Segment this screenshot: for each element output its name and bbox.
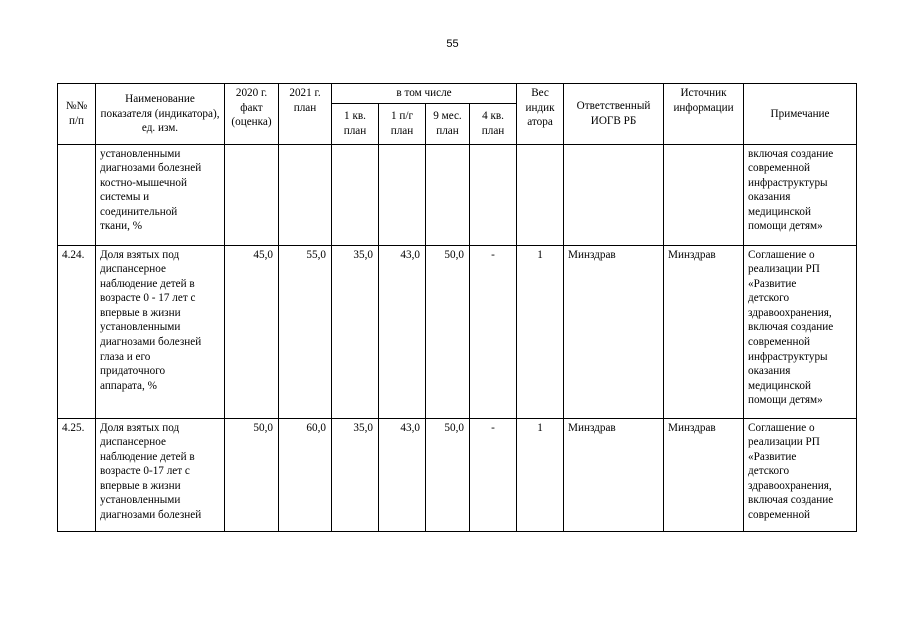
row-no: 4.25.: [58, 418, 96, 531]
row-note: Соглашение о реализации РП «Развитие детского здравоохранения, включая создание современной: [744, 418, 857, 531]
header-q4-plan: 4 кв. план: [470, 103, 517, 144]
header-plan-2021: 2021 г. план: [279, 84, 332, 145]
indicator-table: [57, 83, 857, 532]
row-source: [664, 144, 744, 245]
header-9m-plan: 9 мес. план: [426, 103, 470, 144]
header-source: Источник информации: [664, 84, 744, 145]
row-note: включая создание современной инфраструктуры оказания медицинской помощи детям»: [744, 144, 857, 245]
header-including: в том числе: [332, 84, 517, 104]
table-row: [58, 418, 857, 531]
row-note: Соглашение о реализации РП «Развитие детского здравоохранения, включая создание современной инфраструктуры оказания медицинской помощи детям»: [744, 245, 857, 418]
header-name: Наименование показателя (индикатора), ед. изм.: [96, 84, 225, 145]
row-name: установленными диагнозами болезней костно-мышечной системы и соединительной ткани, %: [96, 144, 225, 245]
row-weight: [517, 144, 564, 245]
row-no: [58, 144, 96, 245]
page-number: 55: [446, 38, 459, 50]
row-9m: 50,0: [426, 245, 470, 418]
row-responsible: [564, 144, 664, 245]
header-fact-2020: 2020 г. факт (оценка): [225, 84, 279, 145]
header-note: Примечание: [744, 84, 857, 145]
row-name: Доля взятых под диспансерное наблюдение детей в возрасте 0 - 17 лет с впервые в жизни установленными диагнозами болезней глаза и его придаточного аппарата, %: [96, 245, 225, 418]
row-q1: 35,0: [332, 245, 379, 418]
row-plan-2021: 60,0: [279, 418, 332, 531]
table-row: [58, 245, 857, 418]
row-h1: 43,0: [379, 245, 426, 418]
row-weight: 1: [517, 418, 564, 531]
row-q4: -: [470, 245, 517, 418]
row-weight: 1: [517, 245, 564, 418]
row-9m: [426, 144, 470, 245]
header-weight: Вес индик атора: [517, 84, 564, 145]
row-responsible: Минздрав: [564, 418, 664, 531]
row-no: 4.24.: [58, 245, 96, 418]
table-row: [58, 144, 857, 245]
row-q1: [332, 144, 379, 245]
row-fact-2020: 45,0: [225, 245, 279, 418]
header-responsible: Ответственный ИОГВ РБ: [564, 84, 664, 145]
row-plan-2021: 55,0: [279, 245, 332, 418]
row-q4: [470, 144, 517, 245]
row-q4: -: [470, 418, 517, 531]
header-h1-plan: 1 п/г план: [379, 103, 426, 144]
header-q1-plan: 1 кв. план: [332, 103, 379, 144]
row-h1: [379, 144, 426, 245]
row-source: Минздрав: [664, 245, 744, 418]
row-name: Доля взятых под диспансерное наблюдение детей в возрасте 0-17 лет с впервые в жизни установленными диагнозами болезней: [96, 418, 225, 531]
row-h1: 43,0: [379, 418, 426, 531]
row-responsible: Минздрав: [564, 245, 664, 418]
row-fact-2020: 50,0: [225, 418, 279, 531]
header-no: №№ п/п: [58, 84, 96, 145]
row-fact-2020: [225, 144, 279, 245]
row-9m: 50,0: [426, 418, 470, 531]
row-plan-2021: [279, 144, 332, 245]
row-source: Минздрав: [664, 418, 744, 531]
row-q1: 35,0: [332, 418, 379, 531]
